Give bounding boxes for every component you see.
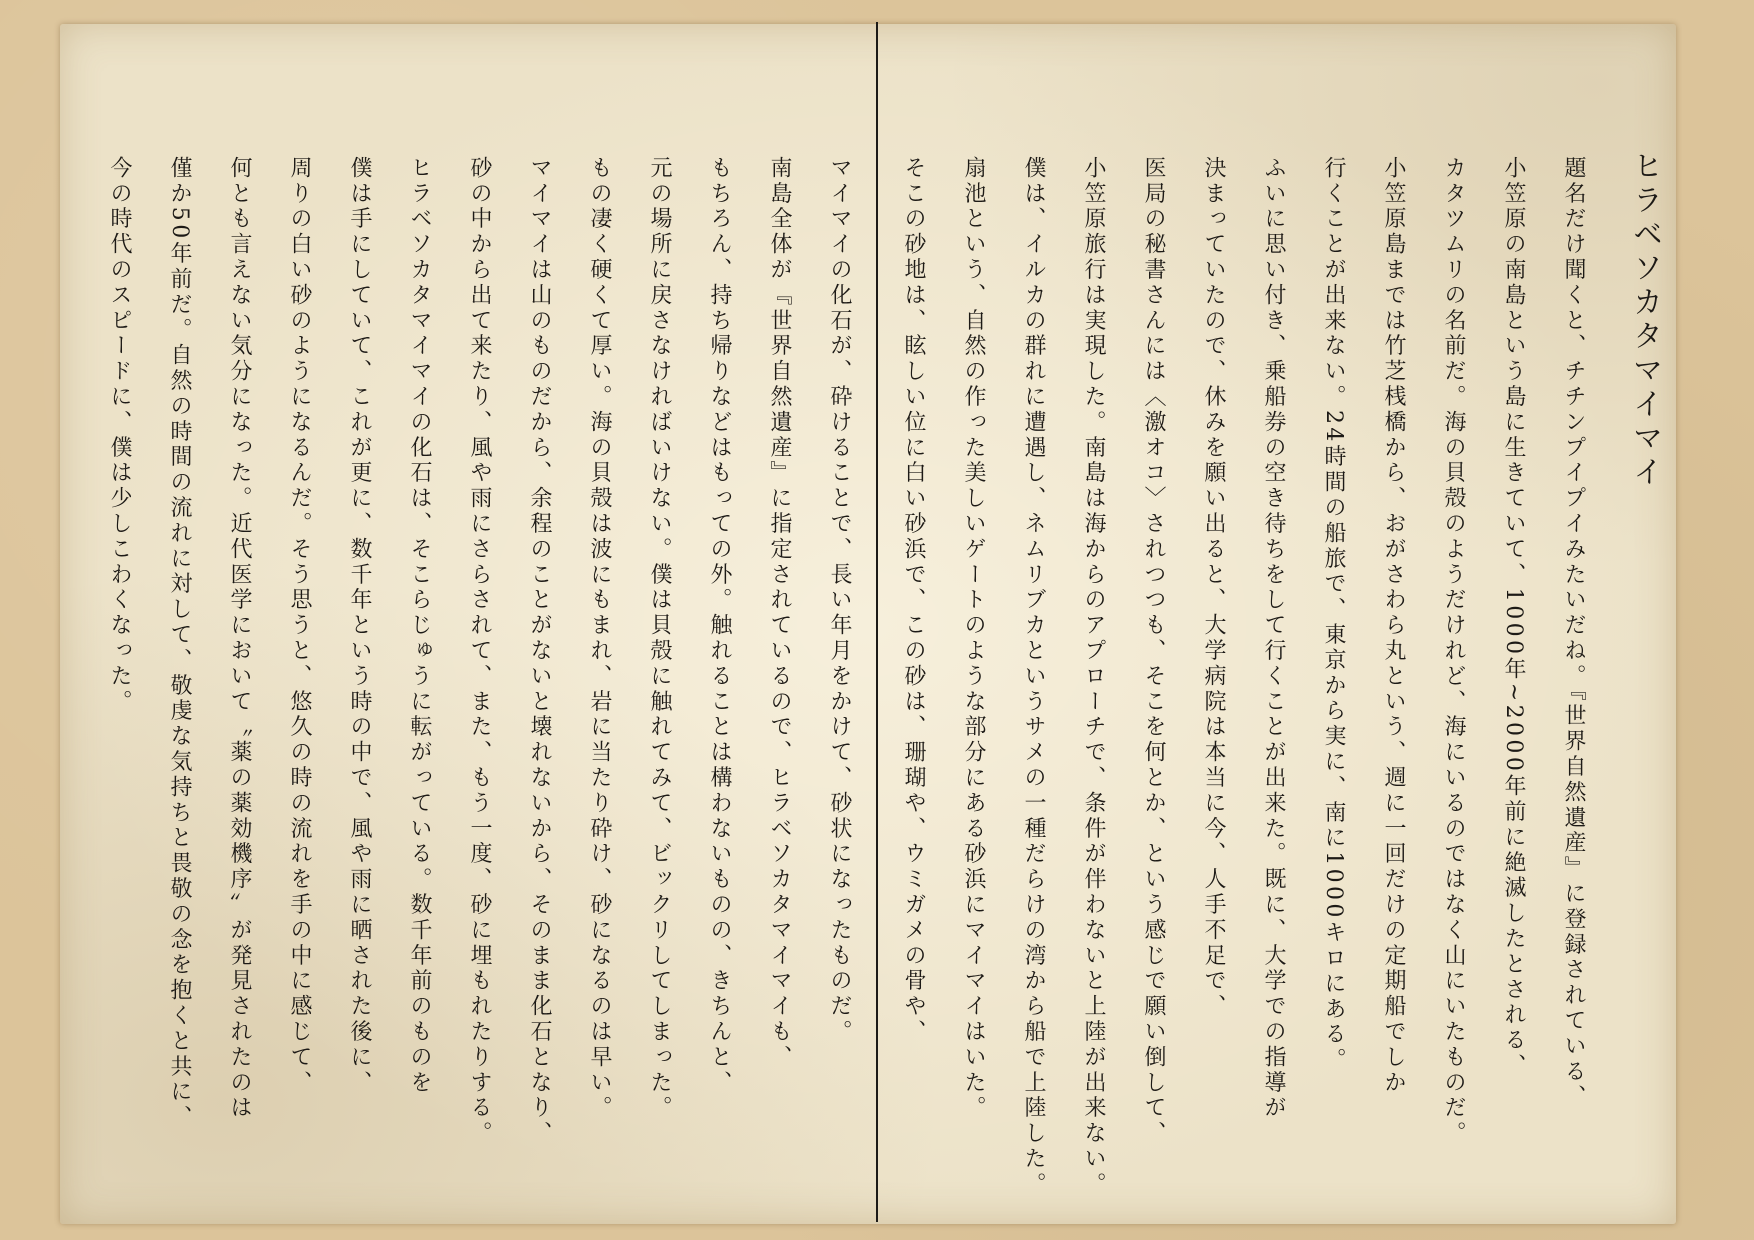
document-title: ヒラベソカタマイマイ	[1627, 150, 1662, 490]
text-line: カタツムリの名前だ。海の貝殻のようだけれど、海にいるのではなく山にいたものだ。	[1441, 156, 1466, 1147]
text-line: 僅か50年前だ。自然の時間の流れに対して、敬虔な気持ちと畏敬の念を抱くと共に、	[167, 156, 192, 1131]
text-line: 南島全体が『世界自然遺産』に指定されているので、ヒラベソカタマイマイも、	[767, 156, 792, 1071]
text-line: 僕は、イルカの群れに遭遇し、ネムリブカというサメの一種だらけの湾から船で上陸した。	[1021, 156, 1046, 1198]
text-line: 行くことが出来ない。24時間の船旅で、東京から実に、南に1000キロにある。	[1321, 156, 1346, 1074]
page-divider	[876, 22, 878, 1222]
text-line: 周りの白い砂のようになるんだ。そう思うと、悠久の時の流れを手の中に感じて、	[287, 156, 312, 1096]
text-line: ヒラベソカタマイマイの化石は、そこらじゅうに転がっている。数千年前のものを	[407, 156, 432, 1096]
text-line: 何とも言えない気分になった。近代医学において〝薬の薬効機序〟が発見されたのは	[227, 156, 252, 1122]
text-line: 小笠原の南島という島に生きていて、1000年~2000年前に絶滅したとされる、	[1501, 156, 1526, 1080]
text-line: マイマイは山のものだから、余程のことがないと壊れないから、そのまま化石となり、	[527, 156, 552, 1147]
text-line: 小笠原島までは竹芝桟橋から、おがさわら丸という、週に一回だけの定期船でしか	[1381, 156, 1406, 1096]
text-line: 砂の中から出て来たり、風や雨にさらされて、また、もう一度、砂に埋もれたりする。	[467, 156, 492, 1147]
text-line: ふいに思い付き、乗船券の空き待ちをして行くことが出来た。既に、大学での指導が	[1261, 156, 1286, 1122]
text-line: 小笠原旅行は実現した。南島は海からのアプローチで、条件が伴わないと上陸が出来ない。	[1081, 156, 1106, 1198]
text-line: 僕は手にしていて、これが更に、数千年という時の中で、風や雨に晒された後に、	[347, 156, 372, 1096]
text-line: もちろん、持ち帰りなどはもっての外。触れることは構わないものの、きちんと、	[707, 156, 732, 1096]
text-line: 今の時代のスピードに、僕は少しこわくなった。	[107, 156, 132, 715]
text-line: マイマイの化石が、砕けることで、長い年月をかけて、砂状になったものだ。	[827, 156, 852, 1045]
text-line: そこの砂地は、眩しい位に白い砂浜で、この砂は、珊瑚や、ウミガメの骨や、	[901, 156, 926, 1045]
text-line: 決まっていたので、休みを願い出ると、大学病院は本当に今、人手不足で、	[1201, 156, 1226, 1020]
text-line: 医局の秘書さんには〈激オコ〉されつつも、そこを何とか、という感じで願い倒して、	[1141, 156, 1166, 1147]
text-line: もの凄く硬くて厚い。海の貝殻は波にもまれ、岩に当たり砕け、砂になるのは早い。	[587, 156, 612, 1122]
text-line: 元の場所に戻さなければいけない。僕は貝殻に触れてみて、ビックリしてしまった。	[647, 156, 672, 1122]
text-line: 扇池という、自然の作った美しいゲートのような部分にある砂浜にマイマイはいた。	[961, 156, 986, 1122]
text-line: 題名だけ聞くと、チチンプイプイみたいだね。『世界自然遺産』に登録されている、	[1561, 156, 1586, 1111]
